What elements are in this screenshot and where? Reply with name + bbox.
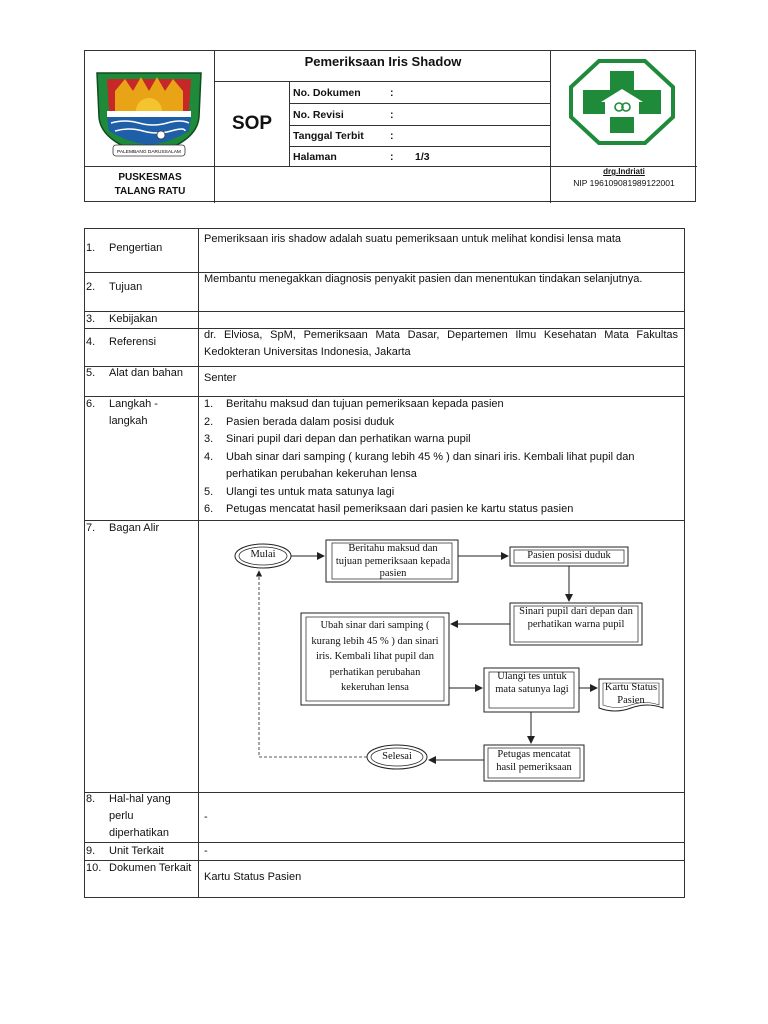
page-title: Pemeriksaan Iris Shadow xyxy=(304,54,462,69)
list-item: 6. Petugas mencatat hasil pemeriksaan dari pasien ke kartu status pasien xyxy=(204,503,574,515)
sop-label: SOP xyxy=(231,113,273,134)
flow-box-1-text: Beritahu maksud dan tujuan pemeriksaan kepada pasien xyxy=(335,543,451,579)
flow-box-2-text: Pasien posisi duduk xyxy=(527,550,611,561)
flow-box-3-text: Sinari pupil dari depan dan perhatikan warna pupil xyxy=(519,606,633,630)
row-number: 4. xyxy=(86,336,96,348)
row-label-dokumen-terkait: Dokumen Terkait xyxy=(109,862,192,874)
row-number: 1. xyxy=(86,242,96,254)
flow-box-5-text: Ulangi tes untuk mata satunya lagi xyxy=(495,671,569,695)
row-number: 5. xyxy=(86,367,96,379)
organization-name xyxy=(85,167,215,203)
list-item: 3. Sinari pupil dari depan dan perhatikan warna pupil xyxy=(204,433,471,445)
flow-end-text: Selesai xyxy=(382,751,412,762)
row-label-tujuan: Tujuan xyxy=(109,281,143,293)
row-label-bagan-alir: Bagan Alir xyxy=(109,522,160,534)
city-emblem-logo xyxy=(85,51,215,167)
row-number: 3. xyxy=(86,313,96,325)
list-item: 5. Ulangi tes untuk mata satunya lagi xyxy=(204,485,395,498)
row-number: 6. xyxy=(86,398,96,410)
row-content-referensi: dr. Elviosa, SpM, Pemeriksaan Mata Dasar, Departemen Ilmu Kesehatan Mata Fakultas Kedokteran Universitas Indonesia, Jakarta xyxy=(204,329,678,358)
logo-banner-text: PALEMBANG DARUSSALAM xyxy=(117,150,181,155)
row-number: 8. xyxy=(86,793,96,805)
row-number: 10. xyxy=(86,862,102,874)
row-label-kebijakan: Kebijakan xyxy=(109,313,158,325)
row-number: 7. xyxy=(86,522,96,534)
row-label-langkah: Langkah - langkah xyxy=(109,398,158,427)
row-number: 2. xyxy=(86,281,96,293)
list-item: 2. Pasien berada dalam posisi duduk xyxy=(204,415,395,428)
org-line-1: PUSKESMAS xyxy=(118,172,182,183)
list-item: 4. Ubah sinar dari samping ( kurang lebih 45 % ) dan sinari iris. Kembali lihat pupil dan perhatikan perubahan kekeruhan lensa xyxy=(204,450,635,480)
signatory-name: drg.Indriati xyxy=(603,167,645,176)
org-line-2: TALANG RATU xyxy=(114,186,186,197)
row-label-unit-terkait: Unit Terkait xyxy=(109,845,164,857)
row-content-alat-bahan: Senter xyxy=(204,372,237,384)
flow-box-4-text: Ubah sinar dari samping ( kurang lebih 45 % ) dan sinari iris. Kembali lihat pupil dan perhatikan perubahan kekeruhan lensa xyxy=(311,620,439,693)
signatory-nip: NIP 196109081989122001 xyxy=(573,178,675,188)
flow-start-text: Mulai xyxy=(250,549,276,560)
document-header: PALEMBANG DARUSSALAM PUSKESMAS TALANG RATU Pemeriksaan Iris Shadow SOP No. Dokumen : No. Revisi : Tanggal Terbit : Halaman : 1/3 drg.Indriati NIP 196109081989122001 xyxy=(84,50,696,202)
list-item: 1. Beritahu maksud dan tujuan pemeriksaan kepada pasien xyxy=(204,398,504,410)
row-label-referensi: Referensi xyxy=(109,336,157,348)
row-label-pengertian: Pengertian xyxy=(109,242,163,254)
puskesmas-logo xyxy=(569,59,675,145)
row-content-tujuan: Membantu menegakkan diagnosis penyakit pasien dan menentukan tindakan selanjutnya. xyxy=(204,273,643,285)
flowchart xyxy=(197,520,684,790)
row-content-unit-terkait: - xyxy=(204,845,208,857)
row-number: 9. xyxy=(86,845,96,857)
flow-document-text: Kartu Status Pasien xyxy=(604,682,658,706)
row-label-hal-hal: Hal-hal yang perlu diperhatikan xyxy=(109,793,171,839)
row-content-hal-hal: - xyxy=(204,811,208,823)
row-content-pengertian: Pemeriksaan iris shadow adalah suatu pemeriksaan untuk melihat kondisi lensa mata xyxy=(204,233,622,245)
row-label-alat-bahan: Alat dan bahan xyxy=(109,367,184,379)
flow-box-6-text: Petugas mencatat hasil pemeriksaan xyxy=(496,749,572,773)
row-content-dokumen-terkait: Kartu Status Pasien xyxy=(204,871,302,883)
steps-list xyxy=(204,396,680,519)
